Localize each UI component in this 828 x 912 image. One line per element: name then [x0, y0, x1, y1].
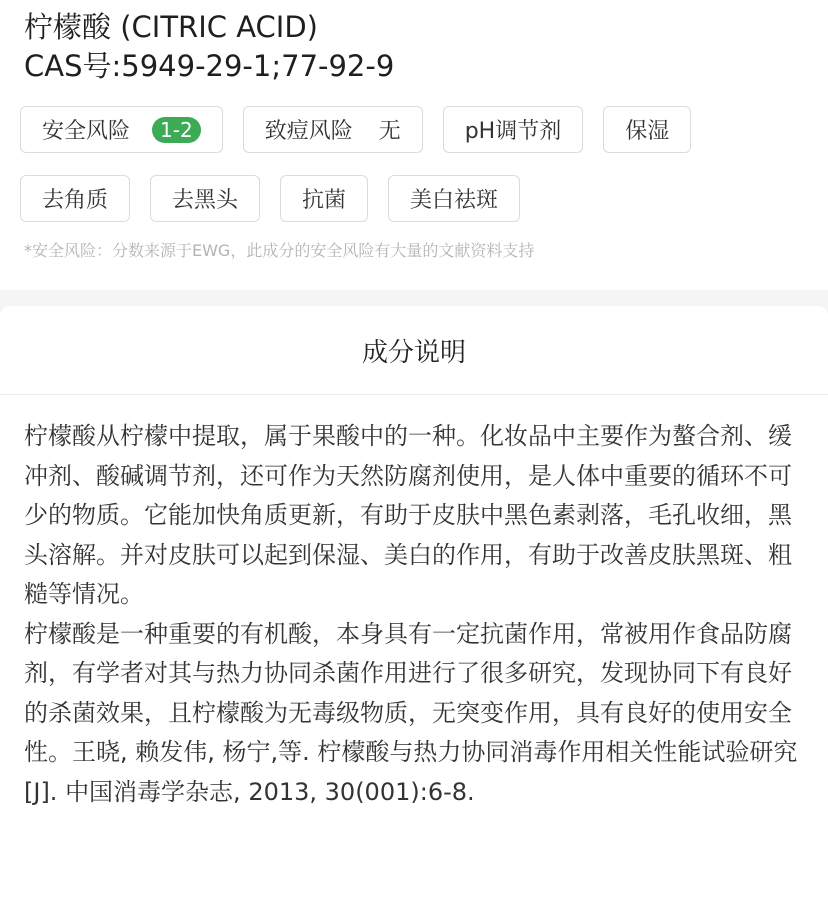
tag-moisturizing[interactable]: [603, 106, 691, 153]
tag-row-1: [20, 106, 804, 153]
cas-number: CAS号:5949-29-1;77-92-9: [24, 49, 395, 83]
safety-note: *安全风险：分数来源于EWG，此成分的安全风险有大量的文献资料支持: [24, 241, 535, 260]
tag-antibacterial[interactable]: [280, 175, 368, 222]
description-header: 成分说明: [0, 306, 828, 395]
tag-ph-adjuster[interactable]: [443, 106, 584, 153]
tag-whitening[interactable]: [388, 175, 520, 222]
tag-label: 美白祛斑: [410, 188, 499, 213]
tag-label: 去角质: [42, 188, 109, 213]
tag-safety-risk[interactable]: [20, 106, 223, 153]
tag-label: 抗菌: [302, 188, 347, 213]
safety-score-badge: 1-2: [152, 117, 201, 143]
tag-label: 去黑头: [172, 188, 239, 213]
description-body: [0, 395, 828, 812]
ingredient-summary: [0, 0, 828, 290]
tag-label: pH调节剂: [464, 119, 562, 144]
acne-risk-value: 无: [378, 119, 401, 144]
tag-exfoliating[interactable]: [20, 175, 130, 222]
tag-label: 安全风险: [42, 119, 131, 144]
tag-label: 保湿: [625, 119, 670, 144]
description-panel: [0, 306, 828, 912]
tag-row-2: [20, 175, 804, 222]
tag-list: [24, 106, 804, 222]
tag-blackhead-removal[interactable]: [150, 175, 260, 222]
description-paragraph: 柠檬酸从柠檬中提取，属于果酸中的一种。化妆品中主要作为螯合剂、缓冲剂、酸碱调节剂，还可作为天然防腐剂使用，是人体中重要的循环不可少的物质。它能加快角质更新，有助于皮肤中黑色素剥落，毛孔收细，黑头溶解。并对皮肤可以起到保湿、美白的作用，有助于改善皮肤黑斑、粗糙等情况。: [24, 422, 792, 608]
ingredient-title: 柠檬酸 (CITRIC ACID): [24, 10, 318, 44]
tag-acne-risk[interactable]: [243, 106, 423, 153]
tag-label: 致痘风险: [264, 119, 353, 144]
description-paragraph: 柠檬酸是一种重要的有机酸，本身具有一定抗菌作用，常被用作食品防腐剂，有学者对其与热力协同杀菌作用进行了很多研究，发现协同下有良好的杀菌效果，且柠檬酸为无毒级物质，无突变作用，具有良好的使用安全性。王晓, 赖发伟, 杨宁,等. 柠檬酸与热力协同消毒作用相关性能试验研究[J]. 中国消毒学杂志, 2013, 30(001):6-8.: [24, 619, 798, 806]
section-divider: [0, 290, 828, 306]
